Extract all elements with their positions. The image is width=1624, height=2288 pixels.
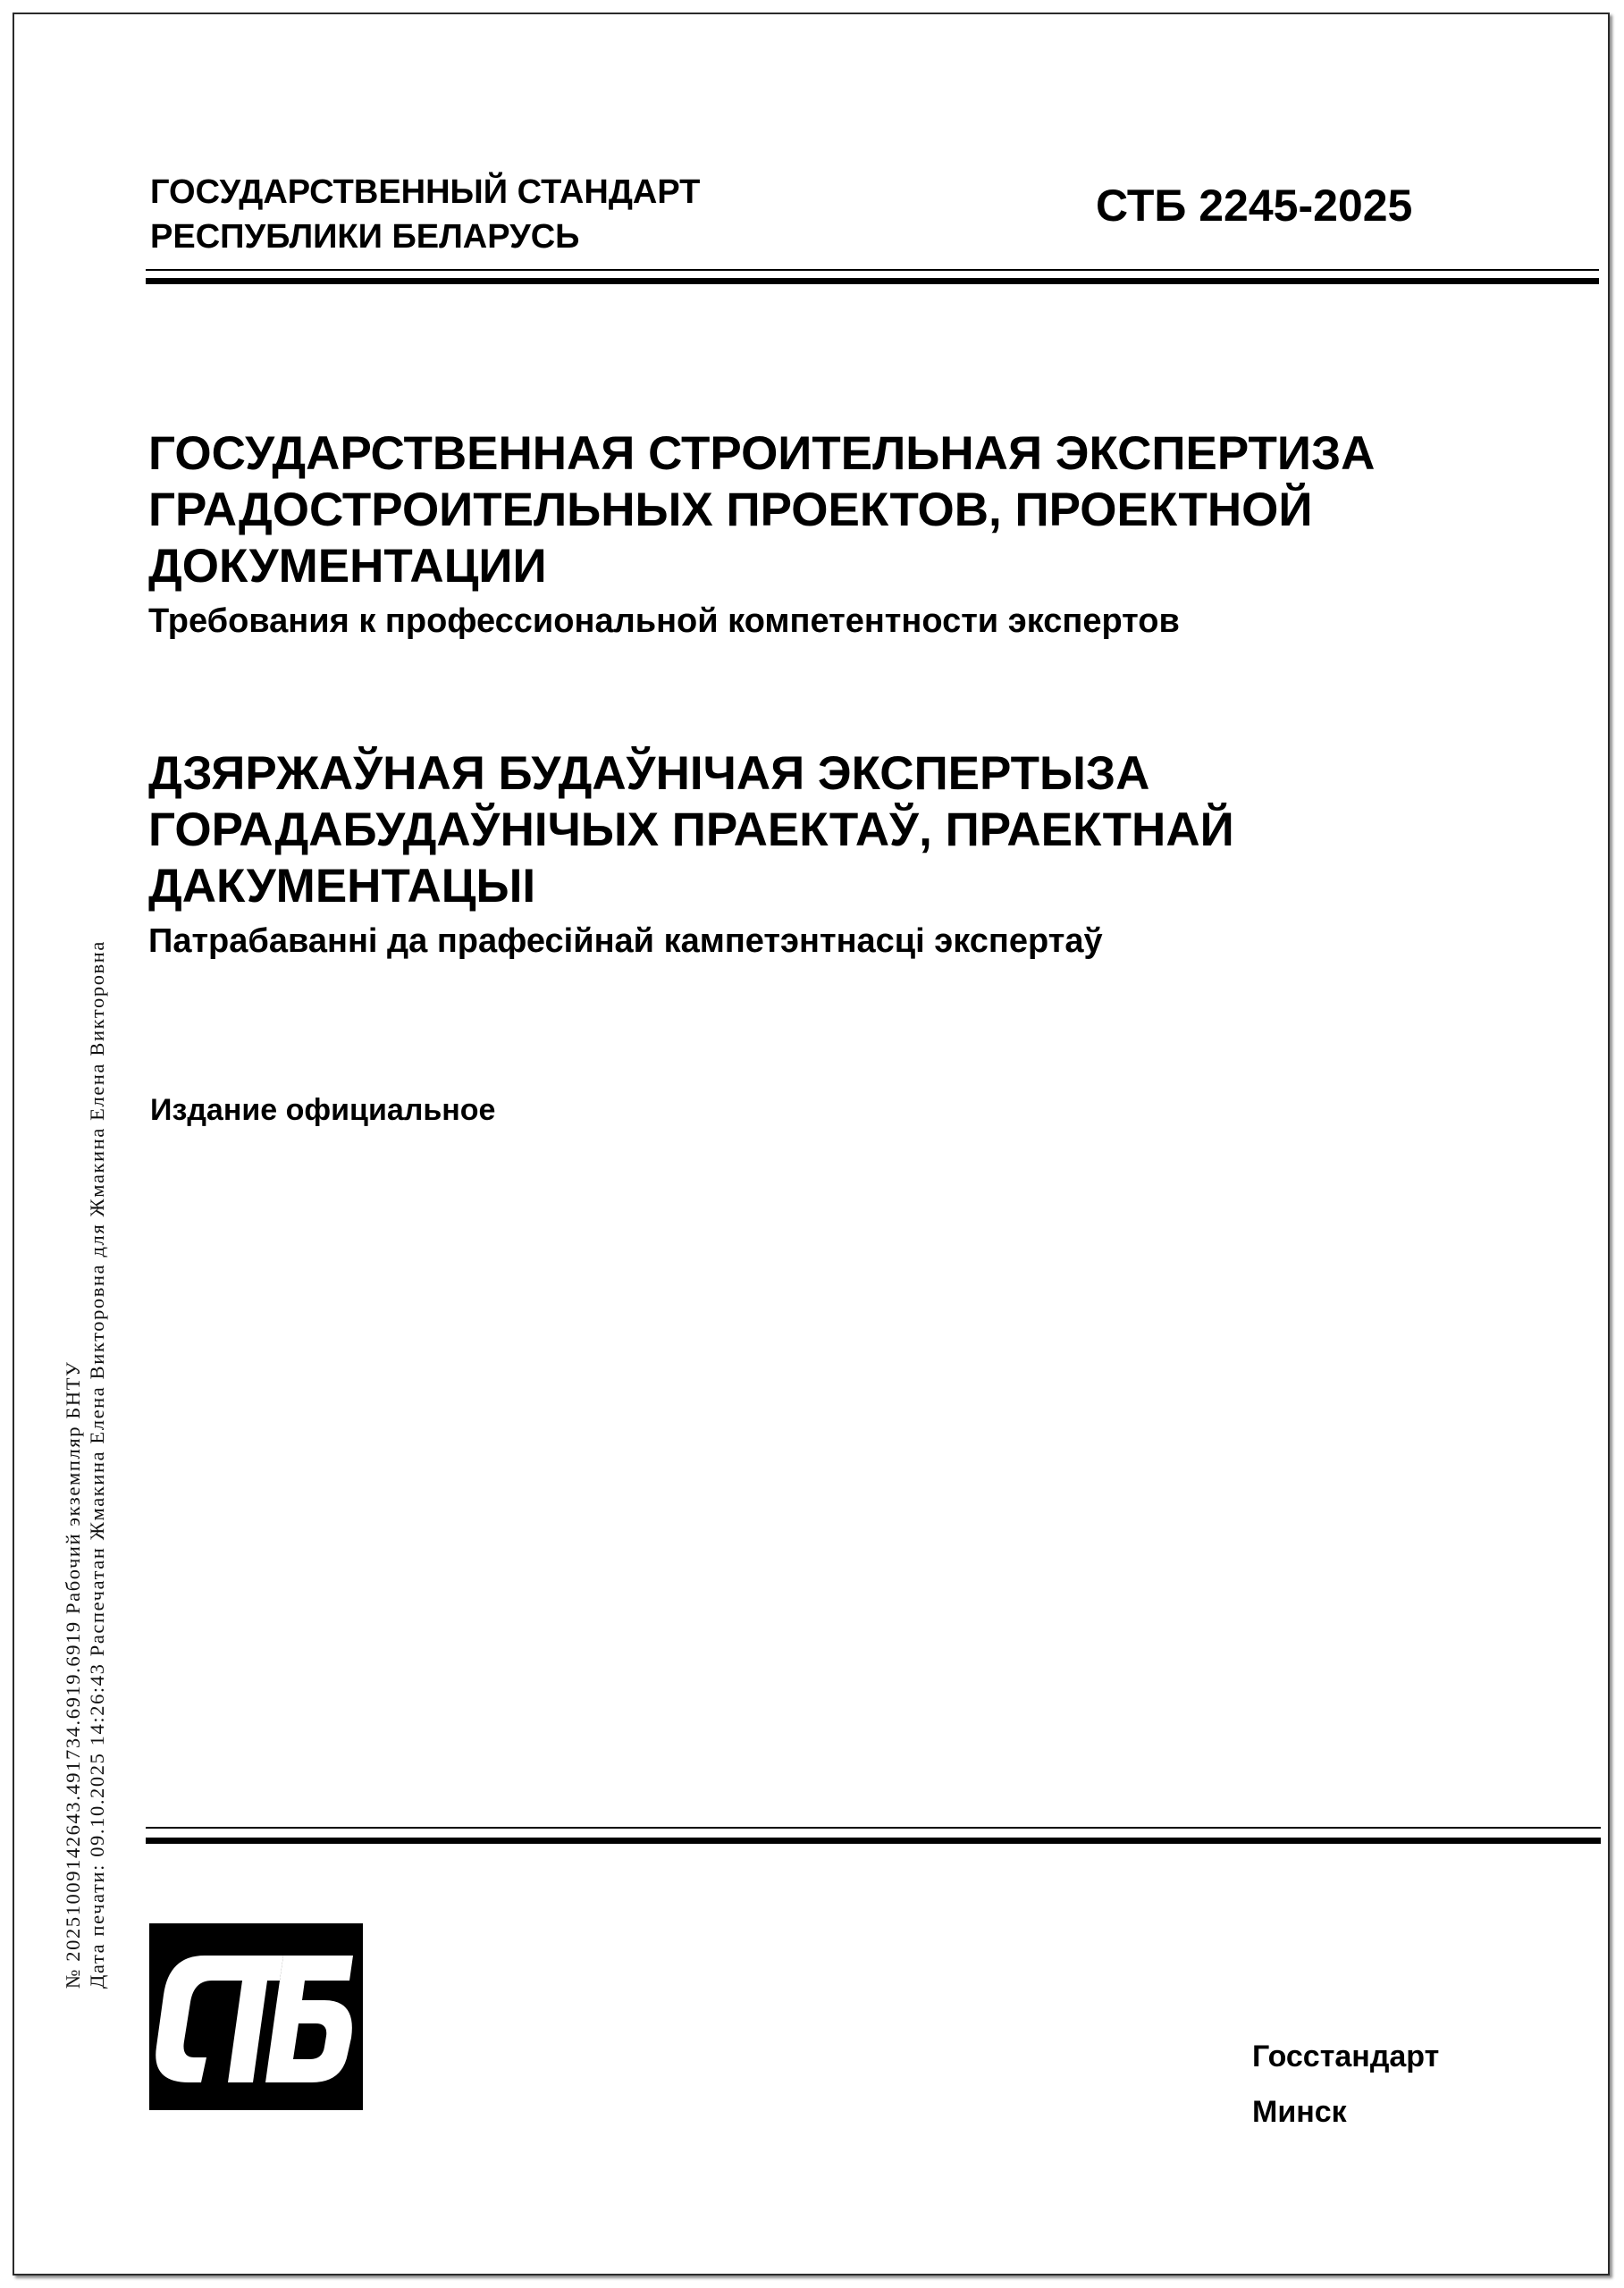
title-ru-line-1: ГОСУДАРСТВЕННАЯ СТРОИТЕЛЬНАЯ ЭКСПЕРТИЗА xyxy=(148,427,1376,480)
title-by-line-1: ДЗЯРЖАЎНАЯ БУДАЎНІЧАЯ ЭКСПЕРТЫЗА xyxy=(148,747,1150,800)
side-stamp xyxy=(61,940,109,1989)
footer-rule-thin xyxy=(146,1827,1601,1829)
header-rule-thick xyxy=(146,278,1599,284)
title-by-block xyxy=(148,745,1543,963)
subtitle-by: Патрабаванні да прафесійнай кампетэнтнасці экспертаў xyxy=(148,922,1103,960)
state-standard-line-1: ГОСУДАРСТВЕННЫЙ СТАНДАРТ xyxy=(150,173,701,211)
subtitle-ru: Требования к профессиональной компетентности экспертов xyxy=(148,602,1180,640)
state-standard-line-2: РЕСПУБЛИКИ БЕЛАРУСЬ xyxy=(150,218,580,256)
header-rule-thin xyxy=(146,269,1599,271)
stb-logo-graphic xyxy=(149,1923,363,2110)
footer-rule-thick xyxy=(146,1838,1601,1844)
side-stamp-line-1: № 20251009142643.491734.6919.6919 Рабочий экземпляр БНТУ xyxy=(62,1360,84,1989)
publisher-city: Минск xyxy=(1252,2095,1347,2129)
title-by-line-2: ГОРАДАБУДАЎНІЧЫХ ПРАЕКТАЎ, ПРАЕКТНАЙ xyxy=(148,803,1234,856)
title-ru-line-3: ДОКУМЕНТАЦИИ xyxy=(148,540,547,593)
stb-logo-icon xyxy=(149,1923,363,2110)
publisher-block xyxy=(1252,2029,1439,2140)
state-standard-heading xyxy=(150,170,700,259)
document-page xyxy=(13,13,1610,2275)
side-stamp-line-2: Дата печати: 09.10.2025 14:26:43 Распечатан Жмакина Елена Викторовна для Жмакина Елена Викторовна xyxy=(86,940,108,1989)
standard-designation: СТБ 2245-2025 xyxy=(1096,181,1413,231)
edition-label: Издание официальное xyxy=(150,1093,496,1127)
title-ru-line-2: ГРАДОСТРОИТЕЛЬНЫХ ПРОЕКТОВ, ПРОЕКТНОЙ xyxy=(148,484,1313,536)
title-by-line-3: ДАКУМЕНТАЦЫІ xyxy=(148,860,536,913)
title-ru-block xyxy=(148,425,1543,643)
publisher-name: Госстандарт xyxy=(1252,2040,1440,2074)
